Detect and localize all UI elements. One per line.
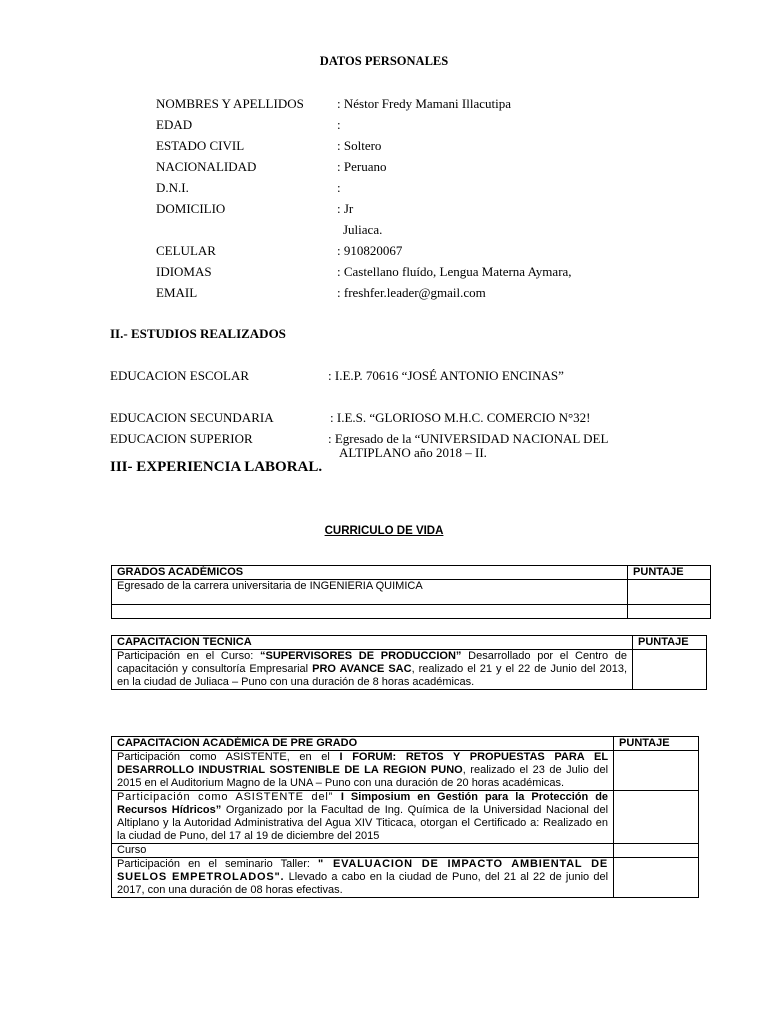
table-cell: Egresado de la carrera universitaria de INGENIERIA QUIMICA (112, 580, 628, 605)
table-header-row (112, 566, 711, 580)
row-text: Participación como ASISTENTE, en el (117, 751, 340, 763)
score-cell (628, 605, 711, 619)
score-header: PUNTAJE (628, 566, 711, 580)
row-text: Participación en el Curso: (117, 650, 260, 662)
table-header: CAPACITACION TECNICA (112, 636, 633, 650)
table-cell (112, 751, 614, 791)
event-name: I Simposium en Gestión para la Protección de Recursos Hídricos” (117, 791, 609, 816)
company-name: PRO AVANCE SAC (312, 663, 412, 675)
score-cell (614, 844, 699, 858)
course-name: “SUPERVISORES DE PRODUCCION” (259, 650, 462, 662)
studies-heading: II.- ESTUDIOS REALIZADOS (110, 326, 286, 341)
value-age: : (337, 117, 341, 132)
table-cell (112, 858, 614, 898)
score-cell (614, 751, 699, 791)
score-header: PUNTAJE (633, 636, 707, 650)
table-row (112, 844, 699, 858)
label-school: EDUCACION ESCOLAR (110, 368, 250, 383)
value-secondary: : I.E.S. “GLORIOSO M.H.C. COMERCIO N°32! (330, 410, 591, 425)
table-header: GRADOS ACADÉMICOS (112, 566, 628, 580)
value-address-city: Juliaca. (343, 222, 383, 237)
table-header-row (112, 636, 707, 650)
experience-heading: III- EXPERIENCIA LABORAL. (110, 459, 323, 475)
value-names: : Néstor Fredy Mamani Illacutipa (337, 96, 512, 111)
technical-training-table (111, 635, 707, 690)
table-row (112, 751, 699, 791)
table-row (112, 650, 707, 690)
label-names: NOMBRES Y APELLIDOS (156, 96, 304, 111)
score-header: PUNTAJE (614, 737, 699, 751)
table-cell (112, 791, 614, 844)
label-secondary: EDUCACION SECUNDARIA (110, 410, 274, 425)
value-address: : Jr (337, 201, 354, 216)
row-text: Participación en el seminario Taller: (117, 858, 319, 870)
row-text: Desarrollado por el Centro de capacitación y consultoría Empresarial (117, 650, 628, 675)
academic-degrees-table (111, 565, 711, 619)
label-age: EDAD (156, 117, 193, 132)
value-nationality: : Peruano (337, 159, 387, 174)
label-civil-status: ESTADO CIVIL (156, 138, 245, 153)
table-header-row (112, 737, 699, 751)
row-text: , realizado el 23 de Julio del 2015 en el Auditorium Magno de la UNA – Puno con una duración de 20 horas académicas. (117, 764, 609, 789)
value-higher: : Egresado de la “UNIVERSIDAD NACIONAL DEL (328, 431, 609, 446)
row-text: Llevado a cabo en la ciudad de Puno, del 21 al 22 de junio del 2017, con una duración de 08 horas efectivas. (117, 871, 609, 896)
table-cell (112, 650, 633, 690)
row-text: Participación como ASISTENTE del” (117, 791, 341, 803)
event-name: I FORUM: RETOS Y PROPUESTAS PARA EL DESARROLLO INDUSTRIAL SOSTENIBLE DE LA REGION PUNO (117, 751, 609, 776)
row-text: Organizado por la Facultad de Ing. Química de la Universidad Nacional del Altiplano y la Autoridad Administrativa del Agua XIV Titicaca, otorgan el Certificado a: Realizado en la ciudad de Puno, del 17 al 19 de diciembre del 2015 (117, 804, 609, 842)
cv-title: CURRICULO DE VIDA (324, 525, 444, 537)
score-cell (614, 791, 699, 844)
label-email: EMAIL (156, 285, 198, 300)
undergrad-training-table (111, 736, 699, 898)
value-languages: : Castellano fluído, Lengua Materna Aymara, (337, 264, 572, 279)
event-name: " EVALUACION DE IMPACTO AMBIENTAL DE SUELOS EMPETROLADOS". (117, 858, 609, 883)
label-dni: D.N.I. (156, 180, 189, 195)
table-row (112, 791, 699, 844)
label-address: DOMICILIO (156, 201, 226, 216)
label-languages: IDIOMAS (156, 264, 212, 279)
score-cell (628, 580, 711, 605)
table-header: CAPACITACION ACADÉMICA DE PRE GRADO (112, 737, 614, 751)
row-text: , realizado el 21 y el 22 de Junio del 2013, en la ciudad de Juliaca – Puno con una duración de 8 horas académicas. (117, 663, 627, 688)
value-email: : freshfer.leader@gmail.com (337, 285, 486, 300)
label-nationality: NACIONALIDAD (156, 159, 257, 174)
document-title: DATOS PERSONALES (319, 54, 449, 68)
score-cell (614, 858, 699, 898)
value-phone: : 910820067 (337, 243, 403, 258)
value-civil-status: : Soltero (337, 138, 382, 153)
table-row (112, 580, 711, 605)
value-school: : I.E.P. 70616 “JOSÉ ANTONIO ENCINAS” (328, 368, 564, 383)
value-dni: : (337, 180, 341, 195)
table-row (112, 858, 699, 898)
table-cell: Curso (112, 844, 614, 858)
table-cell (112, 605, 628, 619)
label-phone: CELULAR (156, 243, 216, 258)
score-cell (633, 650, 707, 690)
label-higher: EDUCACION SUPERIOR (110, 431, 253, 446)
value-higher-cont: ALTIPLANO año 2018 – II. (339, 445, 487, 460)
table-row (112, 605, 711, 619)
